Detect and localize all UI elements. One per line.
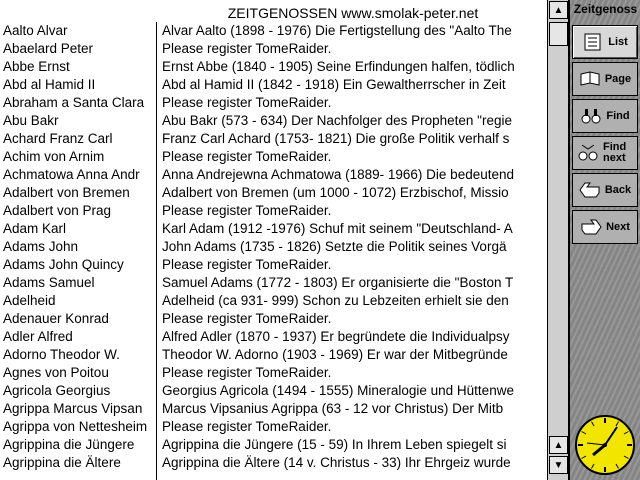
- list-item-description[interactable]: Adelheid (ca 931- 999) Schon zu Lebzeiten erhielt sie den: [162, 293, 509, 308]
- list-icon: [582, 31, 604, 53]
- list-item-name[interactable]: Achim von Arnim: [3, 149, 105, 164]
- toolbar-title: Zeitgenoss: [573, 2, 638, 16]
- scroll-up-arrow-icon[interactable]: ▲: [549, 436, 568, 454]
- list-item-name[interactable]: Abaelard Peter: [3, 41, 94, 56]
- page-button-label: Page: [604, 72, 632, 85]
- app-title: ZEITGENOSSEN www.smolak-peter.net: [227, 5, 479, 21]
- list-item-description[interactable]: Franz Carl Achard (1753- 1821) Die große Politik verhalf s: [162, 131, 510, 146]
- list-item-description[interactable]: Agrippina die Ältere (14 v. Christus - 33) Ihr Ehrgeiz wurde: [162, 455, 511, 470]
- list-item-name[interactable]: Adelheid: [3, 293, 56, 308]
- find-next-button[interactable]: [572, 136, 638, 170]
- list-item-description[interactable]: Theodor W. Adorno (1903 - 1969) Er war der Mitbegründe: [162, 347, 508, 362]
- book-icon: [579, 68, 601, 90]
- next-button[interactable]: [572, 210, 638, 244]
- find-next-button-label: Find next: [603, 141, 627, 164]
- list-item-description[interactable]: John Adams (1735 - 1826) Setzte die Politik seines Vorgä: [162, 239, 507, 254]
- list-item-name[interactable]: Agrippa Marcus Vipsan: [3, 401, 143, 416]
- list-item-name[interactable]: Adalbert von Bremen: [3, 185, 130, 200]
- find-next-icon: [577, 142, 599, 164]
- list-item-description[interactable]: Samuel Adams (1772 - 1803) Er organisierte die "Boston T: [162, 275, 514, 290]
- list-item-description[interactable]: Abd al Hamid II (1842 - 1918) Ein Gewaltherrscher in Zeit: [162, 77, 506, 92]
- list-button[interactable]: [572, 25, 638, 59]
- back-button[interactable]: [572, 173, 638, 207]
- binoculars-icon: [580, 105, 602, 127]
- list-item-name[interactable]: Adler Alfred: [3, 329, 73, 344]
- find-button[interactable]: [572, 99, 638, 133]
- list-item-description[interactable]: Please register TomeRaider.: [162, 311, 332, 326]
- list-item-description[interactable]: Adalbert von Bremen (um 1000 - 1072) Erzbischof, Missio: [162, 185, 509, 200]
- list-item-description[interactable]: Alfred Adler (1870 - 1937) Er begründete die Individualpsy: [162, 329, 510, 344]
- list-item-description[interactable]: Karl Adam (1912 -1976) Schuf mit seinem "Deutschland- A: [162, 221, 513, 236]
- list-item-name[interactable]: Agrippa von Nettesheim: [3, 419, 148, 434]
- list-item-description[interactable]: Marcus Vipsanius Agrippa (63 - 12 vor Christus) Der Mitb: [162, 401, 504, 416]
- name-column[interactable]: [0, 22, 157, 480]
- back-hand-icon: [579, 179, 601, 201]
- page-button[interactable]: [572, 62, 638, 96]
- vertical-scrollbar[interactable]: [547, 0, 569, 480]
- list-button-label: List: [608, 35, 628, 48]
- list-item-description[interactable]: Abu Bakr (573 - 634) Der Nachfolger des Propheten "regie: [162, 113, 512, 128]
- list-item-name[interactable]: Abu Bakr: [3, 113, 59, 128]
- list-item-name[interactable]: Adams John Quincy: [3, 257, 124, 272]
- scroll-up-arrow-icon[interactable]: ▲: [549, 1, 568, 19]
- list-item-name[interactable]: Adam Karl: [3, 221, 67, 236]
- list-item-name[interactable]: Adams Samuel: [3, 275, 95, 290]
- list-item-name[interactable]: Abd al Hamid II: [3, 77, 96, 92]
- find-button-label: Find: [606, 109, 630, 122]
- list-item-description[interactable]: Anna Andrejewna Achmatowa (1889- 1966) Die bedeutend: [162, 167, 514, 182]
- toolbar: [569, 0, 640, 480]
- list-item-description[interactable]: Ernst Abbe (1840 - 1905) Seine Erfindungen halfen, tödlich: [162, 59, 515, 74]
- list-item-description[interactable]: Please register TomeRaider.: [162, 419, 332, 434]
- back-button-label: Back: [604, 183, 632, 196]
- scroll-thumb[interactable]: [549, 22, 568, 46]
- next-hand-icon: [580, 216, 602, 238]
- list-item-name[interactable]: Adorno Theodor W.: [3, 347, 120, 362]
- list-item-description[interactable]: Agrippina die Jüngere (15 - 59) In Ihrem Leben spiegelt si: [162, 437, 507, 452]
- list-item-name[interactable]: Aalto Alvar: [3, 23, 68, 38]
- list-item-description[interactable]: Georgius Agricola (1494 - 1555) Mineralogie und Hüttenwe: [162, 383, 514, 398]
- list-item-description[interactable]: Please register TomeRaider.: [162, 41, 332, 56]
- scroll-down-arrow-icon[interactable]: ▼: [549, 456, 568, 474]
- list-item-name[interactable]: Agricola Georgius: [3, 383, 111, 398]
- list-item-name[interactable]: Adams John: [3, 239, 79, 254]
- list-item-description[interactable]: Alvar Aalto (1898 - 1976) Die Fertigstellung des "Aalto The: [162, 23, 512, 38]
- list-item-description[interactable]: Please register TomeRaider.: [162, 95, 332, 110]
- list-item-name[interactable]: Achard Franz Carl: [3, 131, 113, 146]
- list-item-name[interactable]: Agrippina die Jüngere: [3, 437, 135, 452]
- list-item-name[interactable]: Abbe Ernst: [3, 59, 70, 74]
- list-item-name[interactable]: Achmatowa Anna Andr: [3, 167, 140, 182]
- clock-icon[interactable]: [573, 413, 637, 477]
- next-button-label: Next: [606, 220, 630, 233]
- list-item-description[interactable]: Please register TomeRaider.: [162, 203, 332, 218]
- list-item-name[interactable]: Adalbert von Prag: [3, 203, 112, 218]
- list-item-name[interactable]: Adenauer Konrad: [3, 311, 109, 326]
- list-item-description[interactable]: Please register TomeRaider.: [162, 257, 332, 272]
- list-item-description[interactable]: Please register TomeRaider.: [162, 365, 332, 380]
- list-item-name[interactable]: Agrippina die Ältere: [3, 455, 121, 470]
- list-item-description[interactable]: Please register TomeRaider.: [162, 149, 332, 164]
- list-item-name[interactable]: Abraham a Santa Clara: [3, 95, 145, 110]
- description-column[interactable]: [158, 22, 546, 480]
- list-item-name[interactable]: Agnes von Poitou: [3, 365, 109, 380]
